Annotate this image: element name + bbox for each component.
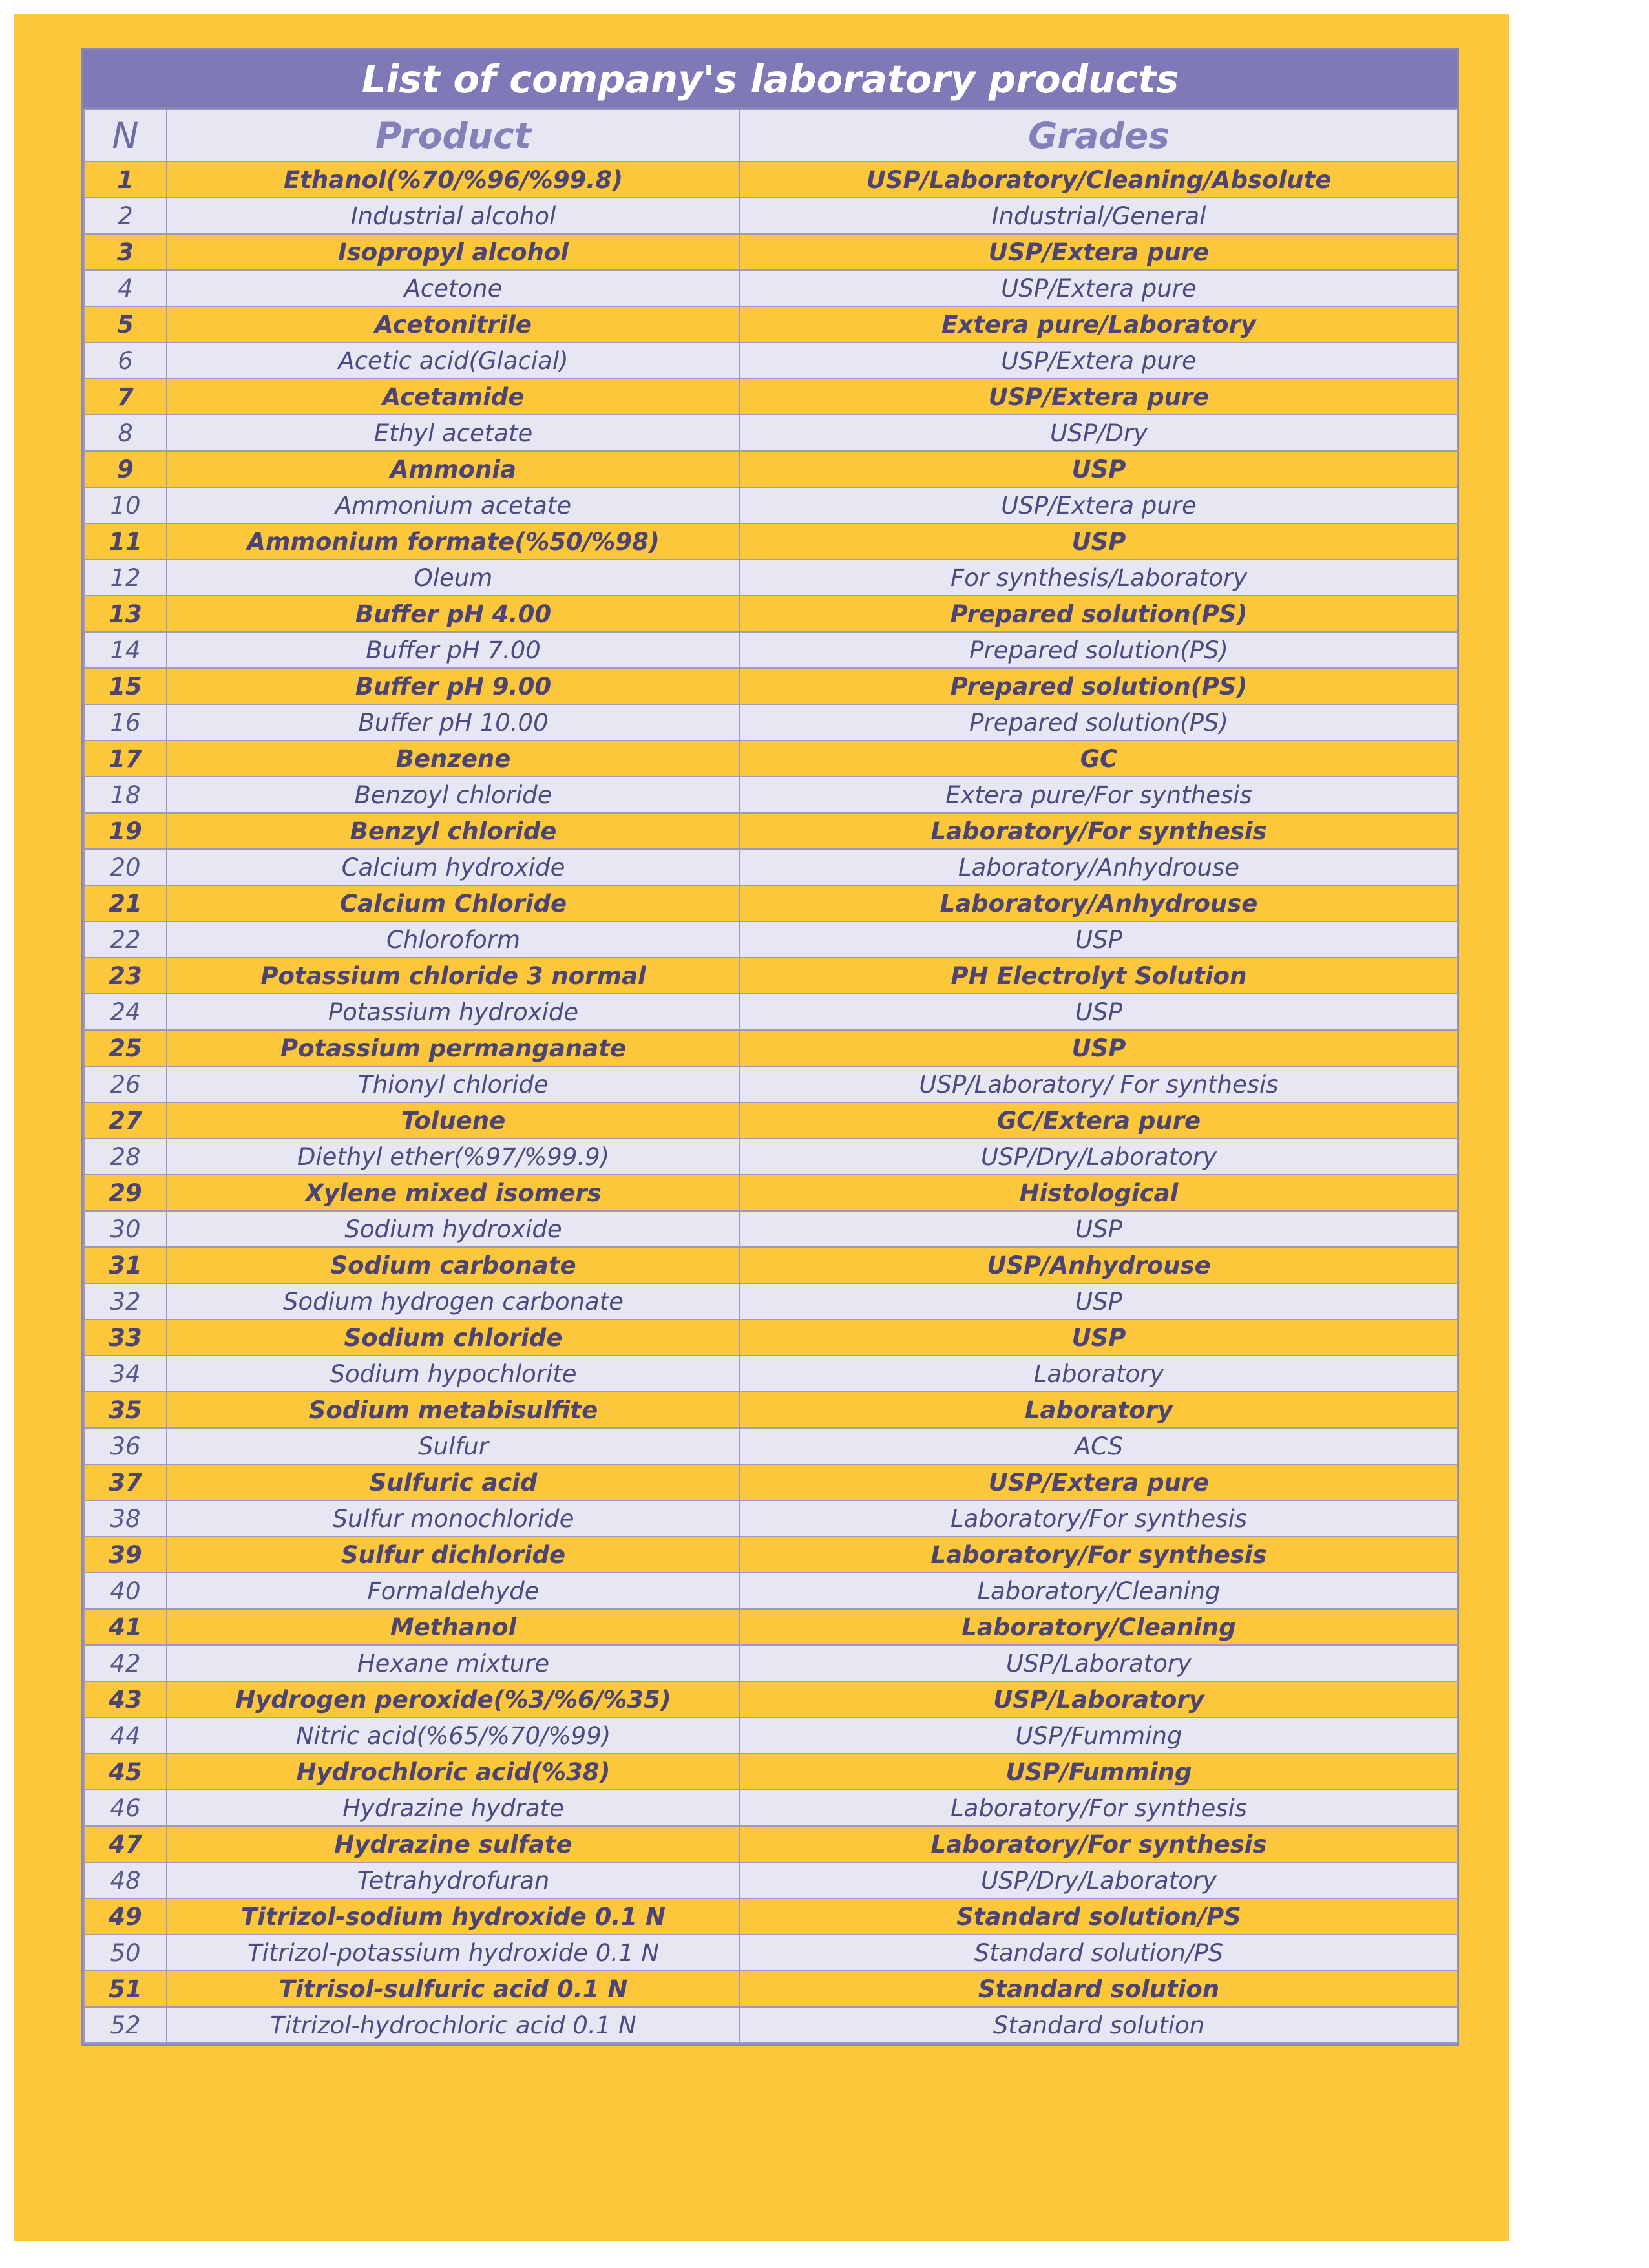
product-grades: Prepared solution(PS) xyxy=(740,632,1458,668)
row-number: 45 xyxy=(84,1754,167,1790)
product-grades: Standard solution xyxy=(740,1971,1458,2007)
table-row xyxy=(84,270,1458,306)
table-row xyxy=(84,1609,1458,1645)
product-name: Buffer pH 10.00 xyxy=(167,704,740,740)
table-row xyxy=(84,1175,1458,1211)
row-number: 15 xyxy=(84,668,167,704)
product-name: Sodium metabisulfite xyxy=(167,1392,740,1428)
product-grades: USP/Laboratory xyxy=(740,1681,1458,1717)
table-row xyxy=(84,740,1458,777)
row-number: 18 xyxy=(84,777,167,813)
product-name: Calcium Chloride xyxy=(167,885,740,921)
product-grades: GC/Extera pure xyxy=(740,1102,1458,1139)
product-grades: For synthesis/Laboratory xyxy=(740,560,1458,596)
row-number: 41 xyxy=(84,1609,167,1645)
table-row xyxy=(84,1247,1458,1283)
product-grades: GC xyxy=(740,740,1458,777)
product-name: Industrial alcohol xyxy=(167,198,740,234)
product-grades: USP/Extera pure xyxy=(740,270,1458,306)
table-row xyxy=(84,1392,1458,1428)
table-row xyxy=(84,994,1458,1030)
row-number: 44 xyxy=(84,1717,167,1754)
product-grades: Laboratory/Cleaning xyxy=(740,1609,1458,1645)
product-grades: USP xyxy=(740,994,1458,1030)
table-body xyxy=(84,162,1458,2043)
row-number: 1 xyxy=(84,162,167,198)
row-number: 3 xyxy=(84,234,167,270)
row-number: 42 xyxy=(84,1645,167,1681)
products-table xyxy=(83,109,1458,2044)
product-name: Potassium hydroxide xyxy=(167,994,740,1030)
table-row xyxy=(84,1681,1458,1717)
product-grades: Histological xyxy=(740,1175,1458,1211)
table-row xyxy=(84,1754,1458,1790)
row-number: 52 xyxy=(84,2007,167,2043)
product-name: Hydrochloric acid(%38) xyxy=(167,1754,740,1790)
product-name: Tetrahydrofuran xyxy=(167,1862,740,1898)
table-row xyxy=(84,1464,1458,1500)
table-row xyxy=(84,1102,1458,1139)
table-row xyxy=(84,596,1458,632)
product-grades: USP/Fumming xyxy=(740,1717,1458,1754)
product-name: Sodium chloride xyxy=(167,1319,740,1356)
table-row xyxy=(84,234,1458,270)
table-row xyxy=(84,198,1458,234)
product-name: Benzoyl chloride xyxy=(167,777,740,813)
product-name: Hydrazine sulfate xyxy=(167,1826,740,1862)
row-number: 26 xyxy=(84,1066,167,1102)
product-grades: USP/Laboratory xyxy=(740,1645,1458,1681)
table-row xyxy=(84,1862,1458,1898)
product-name: Titrizol-hydrochloric acid 0.1 N xyxy=(167,2007,740,2043)
product-name: Sulfur monochloride xyxy=(167,1500,740,1537)
product-grades: Extera pure/For synthesis xyxy=(740,777,1458,813)
table-row xyxy=(84,1717,1458,1754)
row-number: 5 xyxy=(84,306,167,342)
product-name: Diethyl ether(%97/%99.9) xyxy=(167,1139,740,1175)
product-name: Hydrogen peroxide(%3/%6/%35) xyxy=(167,1681,740,1717)
row-number: 2 xyxy=(84,198,167,234)
product-name: Methanol xyxy=(167,1609,740,1645)
row-number: 28 xyxy=(84,1139,167,1175)
table-row xyxy=(84,415,1458,451)
row-number: 43 xyxy=(84,1681,167,1717)
product-grades: PH Electrolyt Solution xyxy=(740,958,1458,994)
product-grades: Extera pure/Laboratory xyxy=(740,306,1458,342)
table-row xyxy=(84,668,1458,704)
row-number: 30 xyxy=(84,1211,167,1247)
row-number: 40 xyxy=(84,1573,167,1609)
row-number: 19 xyxy=(84,813,167,849)
product-grades: Laboratory/Cleaning xyxy=(740,1573,1458,1609)
table-row xyxy=(84,1066,1458,1102)
product-name: Buffer pH 4.00 xyxy=(167,596,740,632)
product-grades: USP xyxy=(740,1211,1458,1247)
product-name: Thionyl chloride xyxy=(167,1066,740,1102)
table-row xyxy=(84,632,1458,668)
product-name: Titrisol-sulfuric acid 0.1 N xyxy=(167,1971,740,2007)
product-name: Hydrazine hydrate xyxy=(167,1790,740,1826)
product-name: Sodium carbonate xyxy=(167,1247,740,1283)
product-grades: USP/Extera pure xyxy=(740,487,1458,523)
row-number: 49 xyxy=(84,1898,167,1935)
product-name: Isopropyl alcohol xyxy=(167,234,740,270)
table-row xyxy=(84,1211,1458,1247)
row-number: 34 xyxy=(84,1356,167,1392)
row-number: 8 xyxy=(84,415,167,451)
table-row xyxy=(84,1537,1458,1573)
product-name: Titrizol-potassium hydroxide 0.1 N xyxy=(167,1935,740,1971)
product-grades: Industrial/General xyxy=(740,198,1458,234)
row-number: 10 xyxy=(84,487,167,523)
table-row xyxy=(84,342,1458,379)
table-row xyxy=(84,1971,1458,2007)
product-name: Sodium hydrogen carbonate xyxy=(167,1283,740,1319)
product-name: Xylene mixed isomers xyxy=(167,1175,740,1211)
product-grades: Laboratory/For synthesis xyxy=(740,1500,1458,1537)
product-grades: USP/Fumming xyxy=(740,1754,1458,1790)
table-row xyxy=(84,958,1458,994)
table-row xyxy=(84,487,1458,523)
table-row xyxy=(84,306,1458,342)
row-number: 32 xyxy=(84,1283,167,1319)
row-number: 4 xyxy=(84,270,167,306)
row-number: 48 xyxy=(84,1862,167,1898)
product-name: Acetic acid(Glacial) xyxy=(167,342,740,379)
row-number: 31 xyxy=(84,1247,167,1283)
product-name: Calcium hydroxide xyxy=(167,849,740,885)
product-grades: Laboratory/Anhydrouse xyxy=(740,885,1458,921)
row-number: 6 xyxy=(84,342,167,379)
table-title: List of company's laboratory products xyxy=(83,50,1457,109)
product-grades: USP xyxy=(740,921,1458,958)
row-number: 22 xyxy=(84,921,167,958)
product-grades: USP xyxy=(740,1319,1458,1356)
table-row xyxy=(84,1645,1458,1681)
table-row xyxy=(84,451,1458,487)
product-grades: USP/Dry xyxy=(740,415,1458,451)
product-name: Ammonia xyxy=(167,451,740,487)
product-name: Ammonium formate(%50/%98) xyxy=(167,523,740,560)
row-number: 25 xyxy=(84,1030,167,1066)
table-row xyxy=(84,1356,1458,1392)
product-name: Potassium permanganate xyxy=(167,1030,740,1066)
row-number: 20 xyxy=(84,849,167,885)
product-grades: Standard solution xyxy=(740,2007,1458,2043)
product-grades: USP xyxy=(740,1030,1458,1066)
product-grades: Prepared solution(PS) xyxy=(740,596,1458,632)
row-number: 38 xyxy=(84,1500,167,1537)
row-number: 50 xyxy=(84,1935,167,1971)
header-row xyxy=(84,110,1458,162)
column-header-grades: Grades xyxy=(740,110,1458,162)
table-row xyxy=(84,1573,1458,1609)
product-grades: Standard solution/PS xyxy=(740,1898,1458,1935)
row-number: 7 xyxy=(84,379,167,415)
table-row xyxy=(84,885,1458,921)
row-number: 39 xyxy=(84,1537,167,1573)
product-name: Ammonium acetate xyxy=(167,487,740,523)
column-header-n: N xyxy=(84,110,167,162)
row-number: 17 xyxy=(84,740,167,777)
table-row xyxy=(84,1898,1458,1935)
table-row xyxy=(84,379,1458,415)
row-number: 11 xyxy=(84,523,167,560)
product-name: Formaldehyde xyxy=(167,1573,740,1609)
row-number: 36 xyxy=(84,1428,167,1464)
product-grades: Laboratory xyxy=(740,1392,1458,1428)
table-row xyxy=(84,1500,1458,1537)
product-grades: Laboratory xyxy=(740,1356,1458,1392)
product-grades: USP/Extera pure xyxy=(740,379,1458,415)
product-grades: USP xyxy=(740,451,1458,487)
product-name: Buffer pH 7.00 xyxy=(167,632,740,668)
row-number: 12 xyxy=(84,560,167,596)
table-row xyxy=(84,1283,1458,1319)
table-row xyxy=(84,1428,1458,1464)
product-name: Nitric acid(%65/%70/%99) xyxy=(167,1717,740,1754)
row-number: 13 xyxy=(84,596,167,632)
product-grades: USP/Extera pure xyxy=(740,1464,1458,1500)
product-grades: Laboratory/Anhydrouse xyxy=(740,849,1458,885)
product-grades: USP/Dry/Laboratory xyxy=(740,1862,1458,1898)
table-row xyxy=(84,921,1458,958)
table-row xyxy=(84,1319,1458,1356)
product-name: Titrizol-sodium hydroxide 0.1 N xyxy=(167,1898,740,1935)
row-number: 27 xyxy=(84,1102,167,1139)
product-name: Potassium chloride 3 normal xyxy=(167,958,740,994)
table-row xyxy=(84,704,1458,740)
row-number: 46 xyxy=(84,1790,167,1826)
table-row xyxy=(84,560,1458,596)
product-name: Ethanol(%70/%96/%99.8) xyxy=(167,162,740,198)
row-number: 21 xyxy=(84,885,167,921)
row-number: 16 xyxy=(84,704,167,740)
product-grades: Laboratory/For synthesis xyxy=(740,813,1458,849)
product-grades: Prepared solution(PS) xyxy=(740,704,1458,740)
table-row xyxy=(84,1790,1458,1826)
table-row xyxy=(84,813,1458,849)
products-table-container xyxy=(81,48,1459,2046)
product-grades: USP/Anhydrouse xyxy=(740,1247,1458,1283)
table-row xyxy=(84,1826,1458,1862)
product-name: Benzyl chloride xyxy=(167,813,740,849)
product-name: Hexane mixture xyxy=(167,1645,740,1681)
row-number: 33 xyxy=(84,1319,167,1356)
row-number: 37 xyxy=(84,1464,167,1500)
product-name: Sodium hydroxide xyxy=(167,1211,740,1247)
product-grades: Laboratory/For synthesis xyxy=(740,1537,1458,1573)
product-name: Sulfur xyxy=(167,1428,740,1464)
product-name: Ethyl acetate xyxy=(167,415,740,451)
row-number: 14 xyxy=(84,632,167,668)
product-grades: ACS xyxy=(740,1428,1458,1464)
product-grades: USP/Laboratory/ For synthesis xyxy=(740,1066,1458,1102)
product-grades: USP/Dry/Laboratory xyxy=(740,1139,1458,1175)
product-grades: Laboratory/For synthesis xyxy=(740,1826,1458,1862)
product-grades: USP xyxy=(740,523,1458,560)
product-name: Acetonitrile xyxy=(167,306,740,342)
row-number: 9 xyxy=(84,451,167,487)
table-row xyxy=(84,777,1458,813)
table-row xyxy=(84,2007,1458,2043)
product-name: Acetamide xyxy=(167,379,740,415)
product-name: Buffer pH 9.00 xyxy=(167,668,740,704)
row-number: 35 xyxy=(84,1392,167,1428)
product-name: Oleum xyxy=(167,560,740,596)
product-grades: USP xyxy=(740,1283,1458,1319)
row-number: 29 xyxy=(84,1175,167,1211)
table-row xyxy=(84,1139,1458,1175)
row-number: 24 xyxy=(84,994,167,1030)
product-name: Sulfur dichloride xyxy=(167,1537,740,1573)
row-number: 23 xyxy=(84,958,167,994)
product-grades: Prepared solution(PS) xyxy=(740,668,1458,704)
product-grades: USP/Extera pure xyxy=(740,234,1458,270)
row-number: 47 xyxy=(84,1826,167,1862)
document-page xyxy=(14,14,1509,2241)
product-name: Acetone xyxy=(167,270,740,306)
product-name: Sulfuric acid xyxy=(167,1464,740,1500)
product-name: Sodium hypochlorite xyxy=(167,1356,740,1392)
product-grades: Standard solution/PS xyxy=(740,1935,1458,1971)
product-grades: USP/Extera pure xyxy=(740,342,1458,379)
product-name: Toluene xyxy=(167,1102,740,1139)
product-name: Chloroform xyxy=(167,921,740,958)
product-grades: USP/Laboratory/Cleaning/Absolute xyxy=(740,162,1458,198)
row-number: 51 xyxy=(84,1971,167,2007)
product-name: Benzene xyxy=(167,740,740,777)
table-row xyxy=(84,1030,1458,1066)
table-row xyxy=(84,1935,1458,1971)
table-row xyxy=(84,523,1458,560)
table-row xyxy=(84,849,1458,885)
table-row xyxy=(84,162,1458,198)
column-header-product: Product xyxy=(167,110,740,162)
product-grades: Laboratory/For synthesis xyxy=(740,1790,1458,1826)
